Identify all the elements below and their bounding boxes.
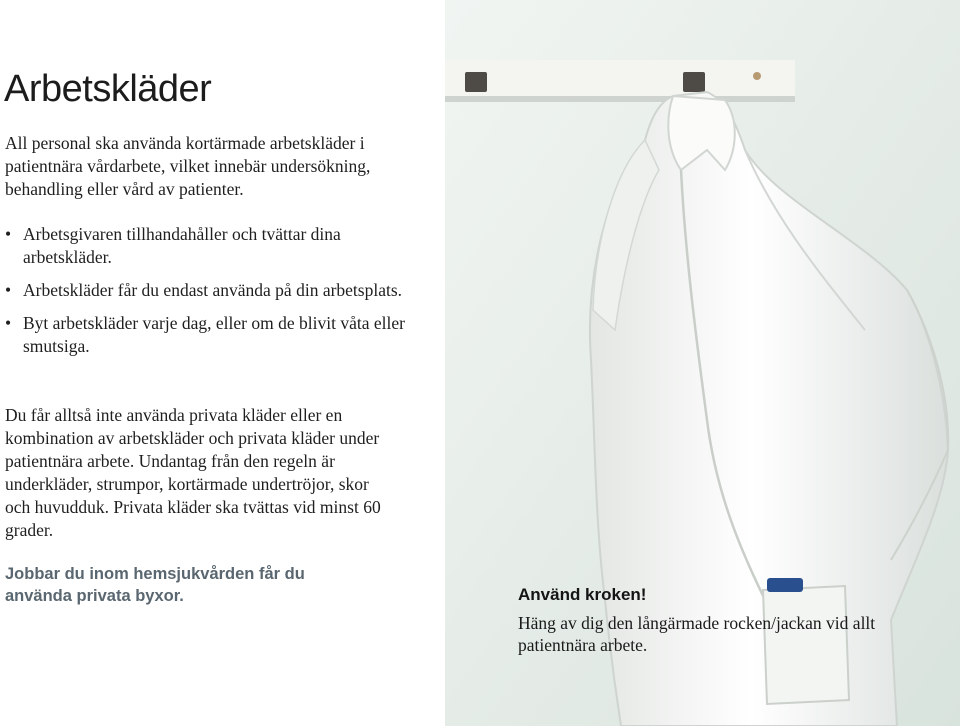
list-item: • Byt arbetskläder varje dag, eller om de blivit våta eller smutsiga. [5,312,405,358]
hook-rail [445,60,795,100]
homecare-note: Jobbar du inom hemsjukvården får du använda privata byxor. [5,565,305,605]
text-column [0,0,445,726]
caption-text: Häng av dig den långärmade rocken/jackan vid allt patientnära arbete. [518,613,876,655]
list-item: • Arbetsgivaren tillhandahåller och tvättar dina arbetskläder. [5,223,405,269]
page-title: Arbetskläder [4,68,212,110]
intro-paragraph: All personal ska använda kortärmade arbetskläder i patientnära vårdarbete, vilket innebär undersökning, behandling eller vård av patienter. [5,133,371,199]
private-clothes-paragraph: Du får alltså inte använda privata kläder eller en kombination av arbetskläder och privata kläder under patientnära arbete. Undantag från den regeln är underkläder, strumpor, kortärmade undertröjor, skor och huvudduk. Privata kläder ska tvättas vid minst 60 grader. [5,405,381,540]
list-item: • Arbetskläder får du endast använda på din arbetsplats. [5,279,405,302]
photo-caption [518,584,938,656]
screw-icon [753,72,761,80]
hook-icon [683,72,705,92]
hook-icon [465,72,487,92]
caption-title: Använd kroken! [518,585,647,604]
rules-list [5,223,405,368]
